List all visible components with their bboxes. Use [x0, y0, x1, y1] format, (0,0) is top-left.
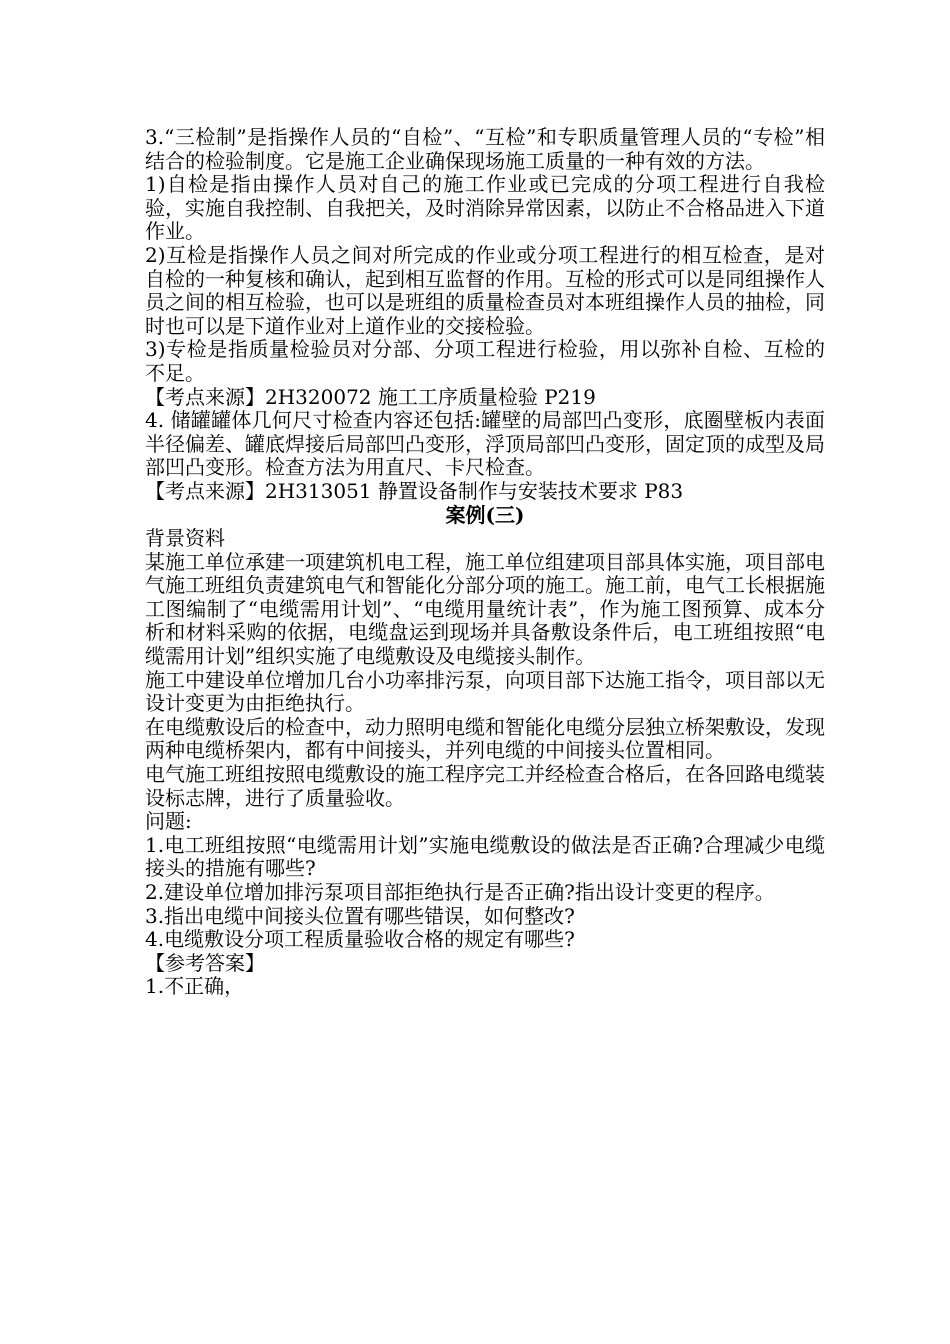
question-3: 3.指出电缆中间接头位置有哪些错误，如何整改? — [145, 903, 575, 928]
background-paragraph-1: 某施工单位承建一项建筑机电工程，施工单位组建项目部具体实施，项目部电气施工班组负责建筑电气和智能化分部分项的施工。施工前，电气工长根据施工图编制了“电缆需用计划”、“电缆用量统计表”，作为施工图预算、成本分析和材料采购的依据，电缆盘运到现场并具备敷设条件后，电工班组按照“电缆需用计划”组织实施了电缆敷设及电缆接头制作。 — [145, 549, 825, 669]
questions-label: 问题: — [145, 809, 192, 834]
answer-1-start: 1.不正确， — [145, 974, 245, 999]
answer-3-mutual-inspection: 2)互检是指操作人员之间对所完成的作业或分项工程进行的相互检查，是对自检的一种复核和确认，起到相互监督的作用。互检的形式可以是同组操作人员之间的相互检验，也可以是班组的质量检查员对本班组操作人员的抽检，同时也可以是下道作业对上道作业的交接检验。 — [145, 242, 825, 338]
answer-4-tank-inspection: 4. 储罐罐体几何尺寸检查内容还包括:罐壁的局部凹凸变形，底圈壁板内表面半径偏差、罐底焊接后局部凹凸变形，浮顶局部凹凸变形，固定顶的成型及局部凹凸变形。检查方法为用直尺、卡尺检查。 — [145, 408, 825, 480]
reference-answer-label: 【参考答案】 — [145, 950, 265, 975]
background-paragraph-2: 施工中建设单位增加几台小功率排污泵，向项目部下达施工指令，项目部以无设计变更为由拒绝执行。 — [145, 667, 825, 716]
answer-3-special-inspection: 3)专检是指质量检验员对分部、分项工程进行检验，用以弥补自检、互检的不足。 — [145, 337, 825, 385]
document-page — [145, 126, 825, 999]
background-paragraph-4: 电气施工班组按照电缆敷设的施工程序完工并经检查合格后，在各回路电缆装设标志牌，进行了质量验收。 — [145, 762, 825, 810]
background-label: 背景资料 — [145, 526, 225, 551]
answer-3-three-inspection: 3.“三检制”是指操作人员的“自检”、“互检”和专职质量管理人员的“专检”相结合的检验制度。它是施工企业确保现场施工质量的一种有效的方法。 — [145, 125, 825, 173]
question-1: 1.电工班组按照“电缆需用计划”实施电缆敷设的做法是否正确?合理减少电缆接头的措施有哪些? — [145, 832, 825, 881]
question-2: 2.建设单位增加排污泵项目部拒绝执行是否正确?指出设计变更的程序。 — [145, 880, 775, 904]
answer-3-self-inspection: 1)自检是指由操作人员对自己的施工作业或已完成的分项工程进行自我检验，实施自我控制、自我把关，及时消除异常因素，以防止不合格品进入下道作业。 — [145, 172, 825, 244]
answer-4-source: 【考点来源】2H313051 静置设备制作与安装技术要求 P83 — [145, 478, 684, 503]
answer-3-source: 【考点来源】2H320072 施工工序质量检验 P219 — [145, 384, 596, 409]
background-paragraph-3: 在电缆敷设后的检查中，动力照明电缆和智能化电缆分层独立桥架敷设，发现两种电缆桥架内，都有中间接头，并列电缆的中间接头位置相同。 — [145, 714, 825, 763]
case-heading: 案例(三) — [445, 502, 525, 527]
question-4: 4.电缆敷设分项工程质量验收合格的规定有哪些? — [145, 927, 575, 952]
